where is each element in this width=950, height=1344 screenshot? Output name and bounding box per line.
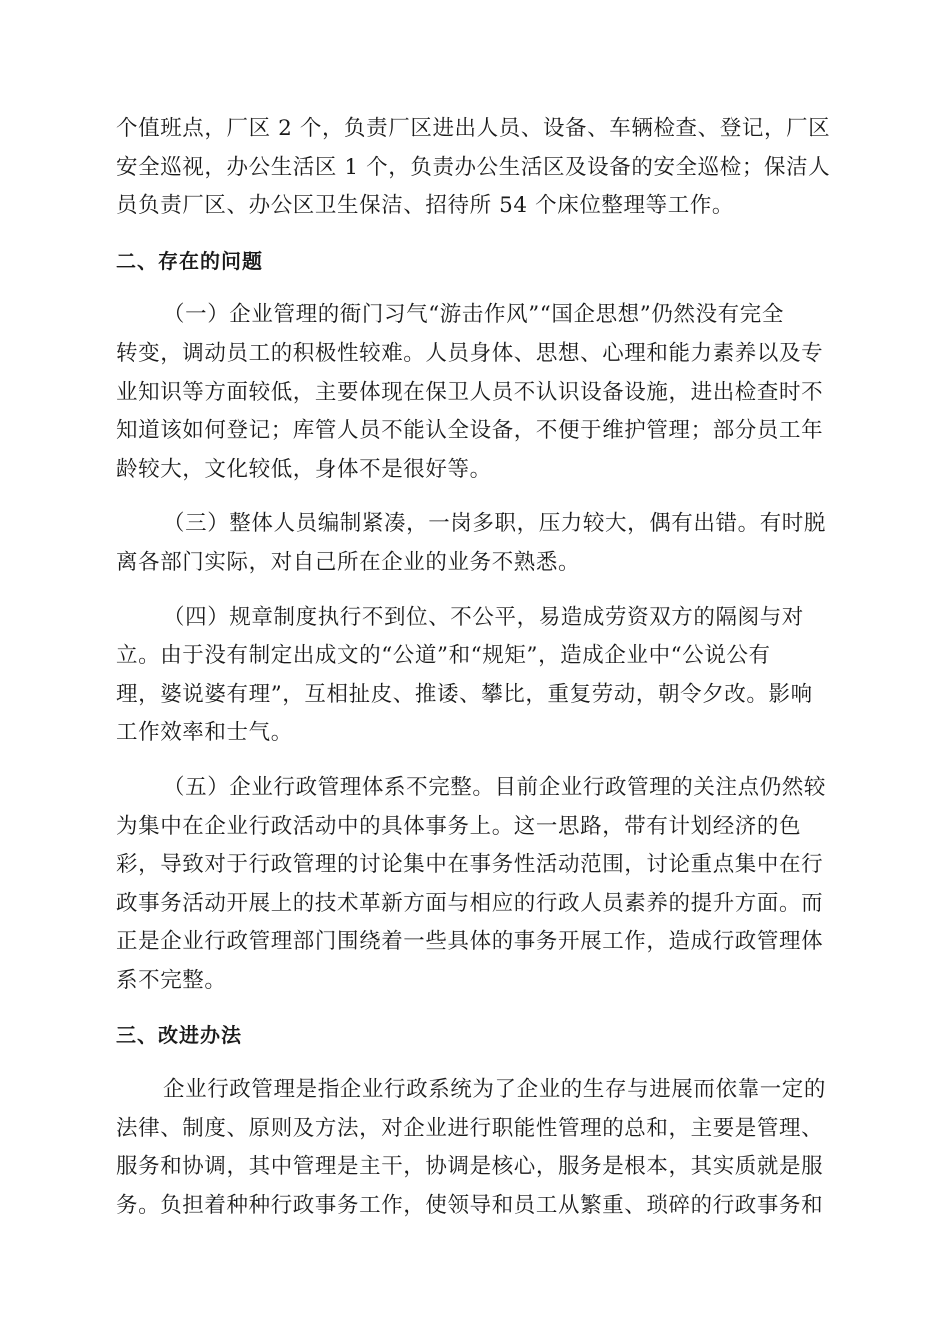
paragraph-problem-3 xyxy=(116,505,832,582)
text-line: 立。由于没有制定出成文的“公道”和“规矩”，造成企业中“公说公有 xyxy=(116,643,771,669)
paragraph-continuation xyxy=(116,110,832,226)
paragraph-improvement xyxy=(116,1071,832,1225)
text-line: 员负责厂区、办公区卫生保洁、招待所 54 个床位整理等工作。 xyxy=(116,193,735,219)
text-line: 系不完整。 xyxy=(116,967,227,993)
text-line: 转变，调动员工的积极性较难。人员身体、思想、心理和能力素养以及专 xyxy=(116,340,824,366)
text-line: 服务和协调，其中管理是主干，协调是核心，服务是根本，其实质就是服 xyxy=(116,1154,824,1180)
text-line: 为集中在企业行政活动中的具体事务上。这一思路，带有计划经济的色 xyxy=(116,813,802,839)
paragraph-problem-1 xyxy=(116,296,832,489)
section-heading-improvements: 三、改进办法 xyxy=(116,1023,242,1048)
section-heading-problems: 二、存在的问题 xyxy=(116,248,263,273)
text-line: （四）规章制度执行不到位、不公平，易造成劳资双方的隔阂与对 xyxy=(163,604,804,630)
text-line: （一）企业管理的衙门习气“游击作风”“国企思想”仍然没有完全 xyxy=(163,302,784,328)
text-line: 务。负担着种种行政事务工作，使领导和员工从繁重、琐碎的行政事务和 xyxy=(116,1192,824,1218)
text-line: 安全巡视，办公生活区 1 个，负责办公生活区及设备的安全巡检；保洁人 xyxy=(116,154,831,180)
text-line: 离各部门实际，对自己所在企业的业务不熟悉。 xyxy=(116,549,581,575)
text-line: （三）整体人员编制紧凑，一岗多职，压力较大，偶有出错。有时脱 xyxy=(163,511,827,537)
text-line: 法律、制度、原则及方法，对企业进行职能性管理的总和，主要是管理、 xyxy=(116,1115,824,1141)
text-line: 正是企业行政管理部门围绕着一些具体的事务开展工作，造成行政管理体 xyxy=(116,929,824,955)
text-line: 个值班点，厂区 2 个，负责厂区进出人员、设备、车辆检查、登记，厂区 xyxy=(116,116,831,141)
paragraph-problem-5 xyxy=(116,769,832,1001)
text-line: 政事务活动开展上的技术革新方面与相应的行政人员素养的提升方面。而 xyxy=(116,890,824,916)
text-line: 龄较大，文化较低，身体不是很好等。 xyxy=(116,456,492,482)
text-line: 工作效率和士气。 xyxy=(116,720,293,746)
text-line: 理，婆说婆有理”，互相扯皮、推诿、攀比，重复劳动，朝令夕改。影响 xyxy=(116,681,813,707)
text-line: 知道该如何登记；库管人员不能认全设备，不便于维护管理；部分员工年 xyxy=(116,418,824,444)
paragraph-problem-4 xyxy=(116,599,832,753)
text-line: （五）企业行政管理体系不完整。目前企业行政管理的关注点仍然较 xyxy=(163,774,827,800)
text-line: 彩，导致对于行政管理的讨论集中在事务性活动范围，讨论重点集中在行 xyxy=(116,852,824,878)
text-line: 业知识等方面较低，主要体现在保卫人员不认识设备设施，进出检查时不 xyxy=(116,379,824,405)
text-line: 企业行政管理是指企业行政系统为了企业的生存与进展而依靠一定的 xyxy=(163,1077,827,1103)
document-page xyxy=(116,110,832,1225)
